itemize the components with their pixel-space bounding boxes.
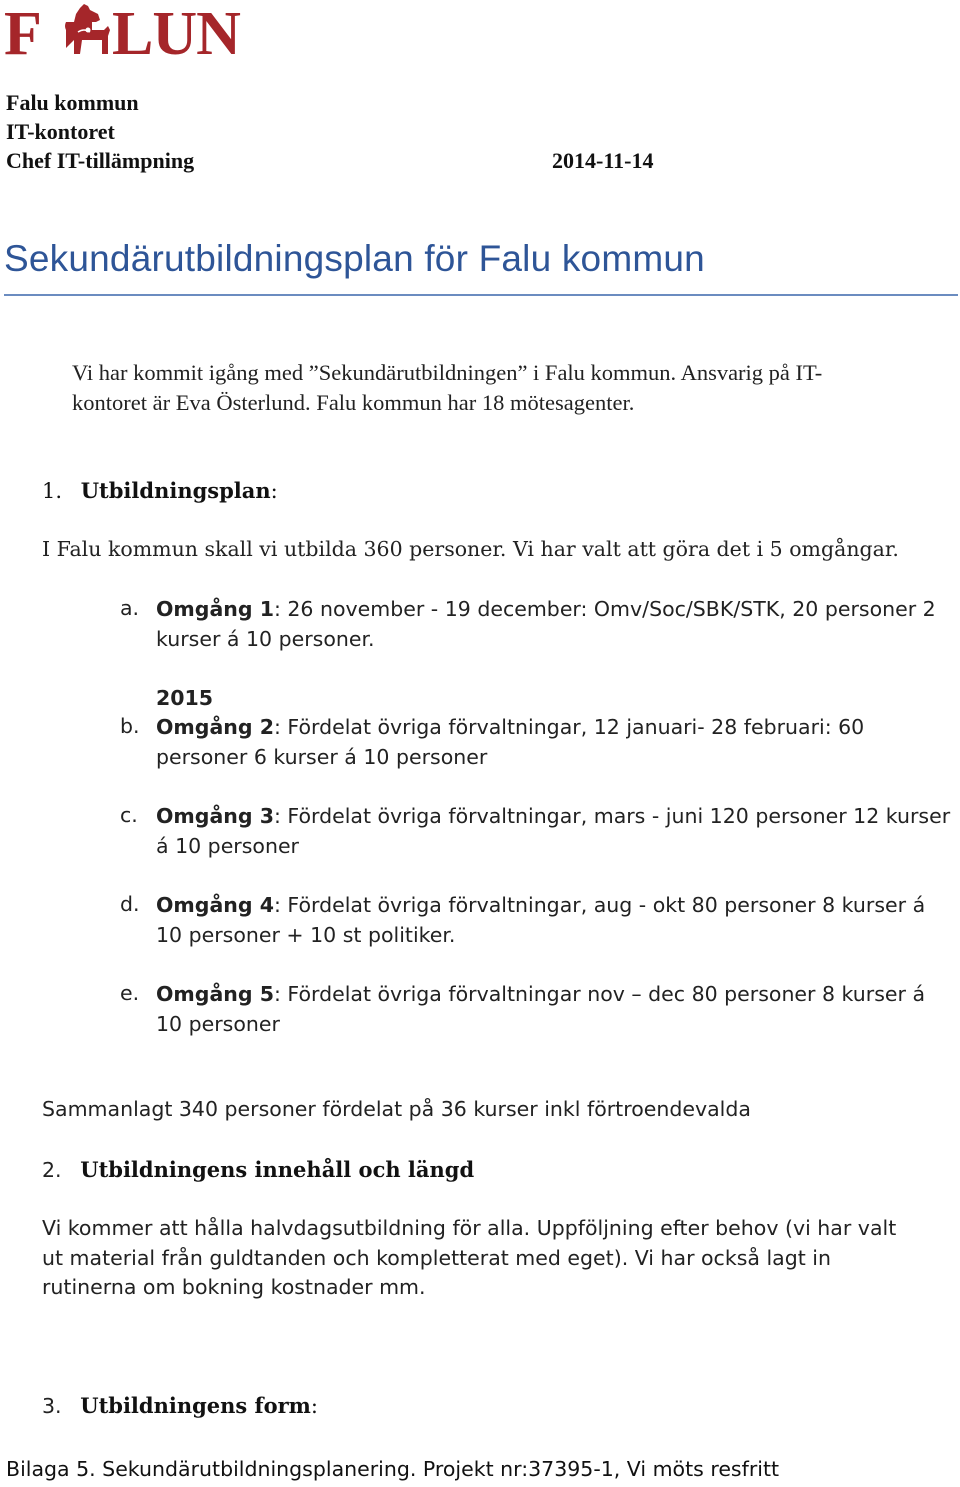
item-b-label: Omgång 2 <box>156 715 274 739</box>
year-2015: 2015 <box>156 686 214 710</box>
item-e-letter: e. <box>120 981 140 1005</box>
section-2-line-2: ut material från guldtanden och kompletterat med eget). Vi har också lagt in <box>42 1246 831 1270</box>
section-2-line-3: rutinerna om bokning kostnader mm. <box>42 1275 426 1299</box>
intro-line-1: Vi har kommit igång med ”Sekundärutbildningen” i Falu kommun. Ansvarig på IT- <box>72 360 823 385</box>
section-3-number: 3. <box>42 1394 62 1418</box>
item-a-text: : 26 november - 19 december: Omv/Soc/SBK/STK, 20 personer 2 kurser á 10 personer. <box>156 597 936 651</box>
item-b-text: : Fördelat övriga förvaltningar, 12 januari- 28 februari: 60 personer 6 kurser á 10 personer <box>156 715 865 769</box>
title-underline <box>4 294 958 296</box>
section-3-suffix: : <box>310 1394 318 1418</box>
section-1-title: Utbildningsplan <box>80 478 271 503</box>
item-e-label: Omgång 5 <box>156 982 274 1006</box>
item-e-text: : Fördelat övriga förvaltningar nov – dec 80 personer 8 kurser á 10 personer <box>156 982 926 1036</box>
section-2-heading <box>42 1157 474 1182</box>
header-role: Chef IT-tillämpning <box>6 148 195 173</box>
header-date: 2014-11-14 <box>552 148 654 173</box>
item-c <box>156 801 956 861</box>
section-2-title: Utbildningens innehåll och längd <box>80 1157 475 1182</box>
item-a-label: Omgång 1 <box>156 597 274 621</box>
item-d-text: : Fördelat övriga förvaltningar, aug - okt 80 personer 8 kurser á 10 personer + 10 st politiker. <box>156 893 926 947</box>
footer-text: Bilaga 5. Sekundärutbildningsplanering. Projekt nr:37395-1, Vi möts resfritt <box>6 1457 780 1481</box>
intro-line-2: kontoret är Eva Österlund. Falu kommun har 18 mötesagenter. <box>72 390 635 415</box>
section-1-number: 1. <box>42 479 63 503</box>
item-d-label: Omgång 4 <box>156 893 274 917</box>
dala-horse-icon <box>65 4 110 54</box>
item-a-letter: a. <box>120 596 140 620</box>
item-c-letter: c. <box>120 803 138 827</box>
item-b <box>156 712 956 772</box>
section-1-heading <box>42 478 278 503</box>
section-3-heading <box>42 1393 318 1418</box>
section-1-text: I Falu kommun skall vi utbilda 360 personer. Vi har valt att göra det i 5 omgångar. <box>42 537 899 561</box>
page-title: Sekundärutbildningsplan för Falu kommun <box>4 238 705 279</box>
item-c-text: : Fördelat övriga förvaltningar, mars - juni 120 personer 12 kurser á 10 personer <box>156 804 951 858</box>
item-d <box>156 890 956 950</box>
item-e <box>156 979 956 1039</box>
section-3-title: Utbildningens form <box>80 1393 311 1418</box>
section-1-suffix: : <box>270 479 278 503</box>
section-2-line-1: Vi kommer att hålla halvdagsutbildning för alla. Uppföljning efter behov (vi har valt <box>42 1216 897 1240</box>
summary-text: Sammanlagt 340 personer fördelat på 36 kurser inkl förtroendevalda <box>42 1097 751 1121</box>
logo-letter-f: F <box>4 0 42 60</box>
header-dept: IT-kontoret <box>6 119 115 144</box>
item-a <box>156 594 956 654</box>
item-d-letter: d. <box>120 892 140 916</box>
item-c-label: Omgång 3 <box>156 804 274 828</box>
item-b-letter: b. <box>120 714 140 738</box>
section-2-number: 2. <box>42 1158 62 1182</box>
logo-letters-lun: LUN <box>112 0 240 60</box>
header-org: Falu kommun <box>6 90 139 115</box>
falun-logo <box>4 0 286 60</box>
